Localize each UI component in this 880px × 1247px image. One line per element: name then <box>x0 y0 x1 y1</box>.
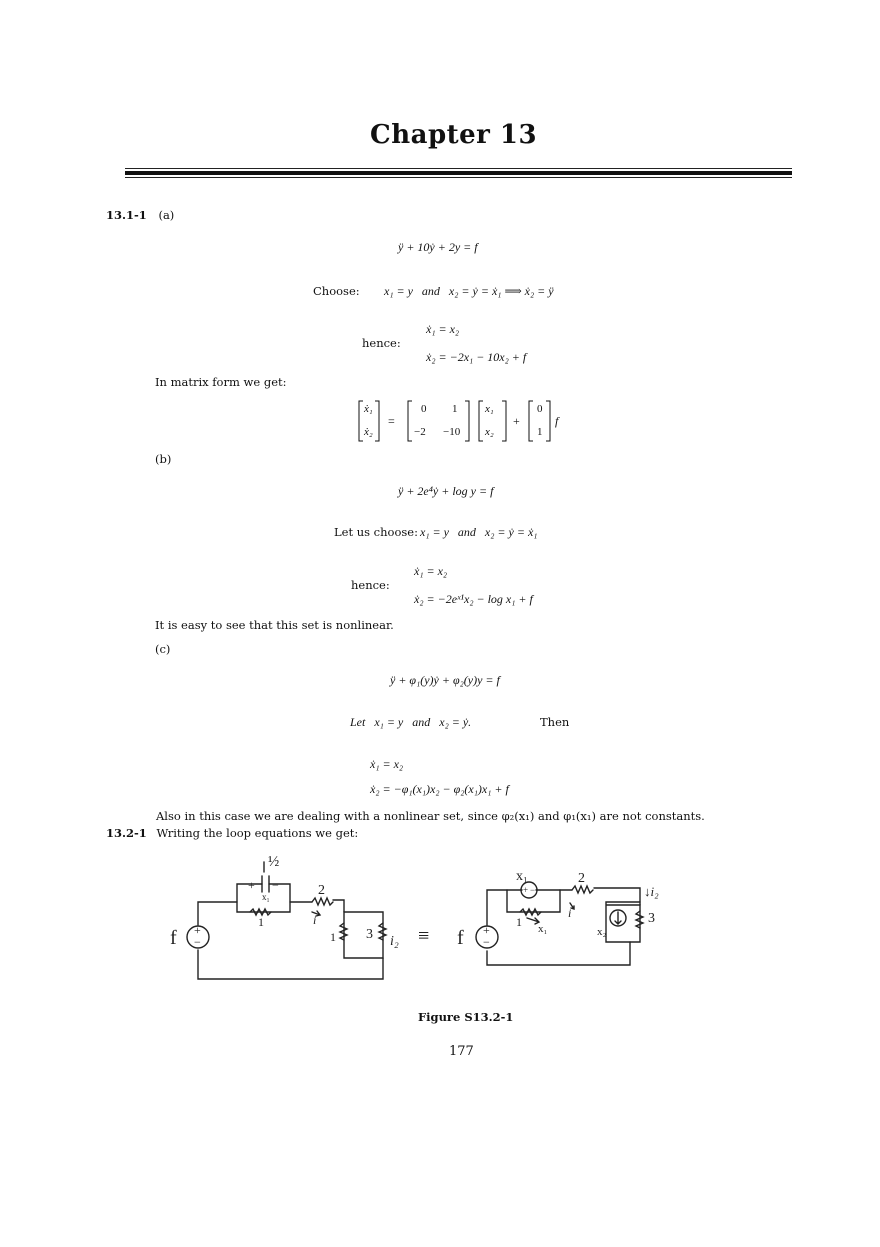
left-src-plus: + <box>194 923 201 937</box>
choose-b-equation: x₁ = y and x₂ = ẏ = ẋ₁ <box>420 525 538 539</box>
left-i: i <box>313 913 317 927</box>
matrix-equals: = <box>388 414 395 428</box>
right-x1-low: x₁ <box>538 923 548 935</box>
equivalence-sign: ≡ <box>418 925 430 947</box>
matrix-lhs-1: ẋ₁ <box>364 403 373 415</box>
left-i2: i₂ <box>390 934 399 949</box>
choose-label: Choose: <box>313 284 360 298</box>
left-wire-to-parallel <box>333 900 344 912</box>
left-cap-minus: − <box>272 878 279 892</box>
right-src-f: f <box>457 927 464 949</box>
left-wire-src-top <box>198 902 237 925</box>
left-r1: 1 <box>258 915 264 929</box>
matrix-b1: 0 <box>537 403 543 415</box>
equation-b: ÿ + 2e⁴ẏ + log y = f <box>398 484 494 498</box>
matrix-lhs-2: ẋ₂ <box>364 426 373 438</box>
right-wire-src-top <box>487 890 507 925</box>
matrix-b2: 1 <box>537 426 543 438</box>
nonlinear-remark: It is easy to see that this set is nonlinear. <box>155 618 394 632</box>
problem-number: 13.1-1 <box>106 208 147 222</box>
left-resistor-2 <box>312 898 333 905</box>
matrix-a11: 0 <box>421 403 427 415</box>
right-x1-top: x₁ <box>516 869 528 884</box>
matrix-x2: x₂ <box>485 426 494 438</box>
chapter-title: Chapter 13 <box>370 120 538 150</box>
right-r2: 2 <box>578 871 585 886</box>
page-number: 177 <box>449 1044 474 1059</box>
state-b-eq-2: ẋ₂ = −2eˣ¹x₂ − log x₁ + f <box>414 592 533 606</box>
equation-a: ÿ + 10ẏ + 2y = f <box>398 240 478 254</box>
left-src-f: f <box>170 927 177 949</box>
right-r3: 3 <box>648 911 655 926</box>
part-b-label: (b) <box>155 452 172 466</box>
right-vs-plus: + <box>523 885 529 895</box>
right-x2: x₂ <box>597 926 607 938</box>
left-wire-bottom <box>198 950 383 979</box>
also-remark: Also in this case we are dealing with a nonlinear set, since φ₂(x₁) and φ₁(x₁) are not constants. <box>156 809 705 823</box>
right-resistor-2 <box>572 886 593 893</box>
left-cap-plus: + <box>248 878 255 892</box>
right-cs-arrow <box>615 912 621 924</box>
left-r2: 2 <box>318 883 325 898</box>
part-a-label: (a) <box>158 208 175 222</box>
state-c-eq-1: ẋ₁ = x₂ <box>370 757 404 771</box>
right-circuit <box>476 882 643 965</box>
matrix-intro: In matrix form we get: <box>155 375 287 389</box>
left-parallel-box <box>344 912 383 958</box>
matrix-f: f <box>555 414 559 428</box>
right-i2: ↓i₂ <box>644 884 659 899</box>
right-i: i <box>568 906 572 920</box>
right-r1: 1 <box>516 915 522 929</box>
state-eq-1: ẋ₁ = x₂ <box>426 322 460 336</box>
state-c-eq-2: ẋ₂ = −φ₁(x₁)x₂ − φ₂(x₁)x₁ + f <box>370 782 509 796</box>
matrix-a22: −10 <box>443 426 461 438</box>
choose-equation: x₁ = y and x₂ = ẏ = ẋ₁ ⟹ ẋ₂ = ÿ <box>384 284 554 298</box>
left-rl: 1 <box>330 930 336 944</box>
matrix-x1: x₁ <box>485 403 494 415</box>
let-c: Let x₁ = y and x₂ = ẏ. <box>350 715 472 729</box>
right-vs-minus: − <box>530 885 536 895</box>
state-eq-2: ẋ₂ = −2x₁ − 10x₂ + f <box>426 350 527 364</box>
hence-label: hence: <box>362 336 401 350</box>
matrix-a21: −2 <box>414 426 426 438</box>
matrix-plus: + <box>513 414 520 428</box>
state-b-eq-1: ẋ₁ = x₂ <box>414 564 448 578</box>
left-rr: 3 <box>366 927 373 942</box>
left-capacitor-plates <box>262 876 269 892</box>
right-src-minus: − <box>483 935 490 949</box>
problem-2-number: 13.2-1 <box>106 826 147 840</box>
right-src-plus: + <box>483 923 490 937</box>
hence-b-label: hence: <box>351 578 390 592</box>
matrix-a12: 1 <box>452 403 458 415</box>
left-src-minus: − <box>194 935 201 949</box>
then-label: Then <box>540 715 570 729</box>
part-c-label: (c) <box>155 642 171 656</box>
choose-b-label: Let us choose: <box>334 525 418 539</box>
equation-c: ÿ + φ₁(y)ẏ + φ₂(y)y = f <box>390 673 500 687</box>
problem-2-text: Writing the loop equations we get: <box>156 826 359 840</box>
left-x1: x₁ <box>262 892 270 902</box>
right-wire-bottom <box>487 942 630 965</box>
left-circuit <box>187 862 386 979</box>
figure-caption: Figure S13.2-1 <box>418 1010 514 1024</box>
left-cap-value: ½ <box>268 854 280 870</box>
